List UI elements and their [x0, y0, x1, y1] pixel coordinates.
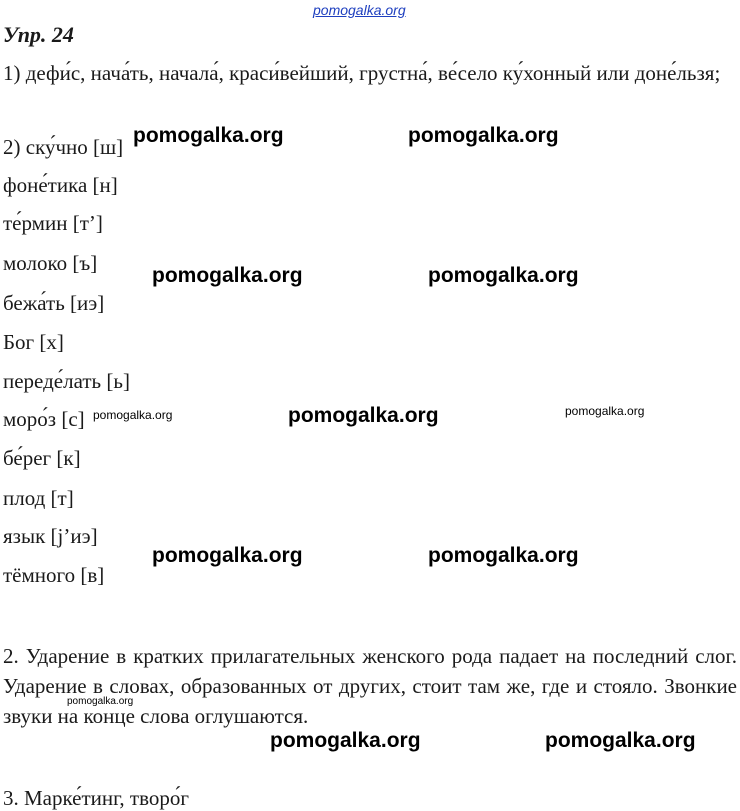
word-line: те́рмин [т’]	[3, 211, 103, 235]
exercise-title: Упр. 24	[3, 22, 74, 47]
word-line: Бог [х]	[3, 330, 64, 354]
part1-text: 1) дефи́с, нача́ть, начала́, краси́вейший, грустна́, ве́село ку́хонный или доне́льзя;	[3, 61, 721, 85]
word-line: 2) ску́чно [ш]	[3, 135, 124, 159]
part3-text: 3. Марке́тинг, творо́г	[3, 786, 189, 810]
watermark: pomogalka.org	[270, 729, 421, 752]
word-line: фоне́тика [н]	[3, 173, 118, 197]
word-line: тёмного [в]	[3, 563, 105, 587]
watermark: pomogalka.org	[408, 124, 559, 147]
watermark: pomogalka.org	[428, 544, 579, 567]
watermark: pomogalka.org	[93, 408, 173, 422]
watermark: pomogalka.org	[133, 124, 284, 147]
watermark: pomogalka.org	[545, 729, 696, 752]
part2-explanation: 2. Ударение в кратких прилагательных женского рода падает на последний слог. Ударение в словах, образованных от других, стоит там же, где и стояло. Звонкие звуки на конце слова оглушаются.	[3, 644, 737, 728]
word-line: плод [т]	[3, 486, 74, 510]
watermark: pomogalka.org	[288, 404, 439, 427]
watermark: pomogalka.org	[67, 696, 134, 707]
watermark: pomogalka.org	[152, 544, 303, 567]
word-line: бе́рег [к]	[3, 446, 81, 470]
word-line: молоко [ъ]	[3, 251, 98, 275]
header-watermark: pomogalka.org	[313, 2, 406, 18]
watermark: pomogalka.org	[428, 264, 579, 287]
word-line: переде́лать [ь]	[3, 369, 130, 393]
word-line: язык [j’иэ]	[3, 524, 98, 548]
word-line: бежа́ть [иэ]	[3, 291, 105, 315]
word-line: моро́з [с]	[3, 407, 85, 431]
watermark: pomogalka.org	[152, 264, 303, 287]
watermark: pomogalka.org	[565, 404, 645, 418]
